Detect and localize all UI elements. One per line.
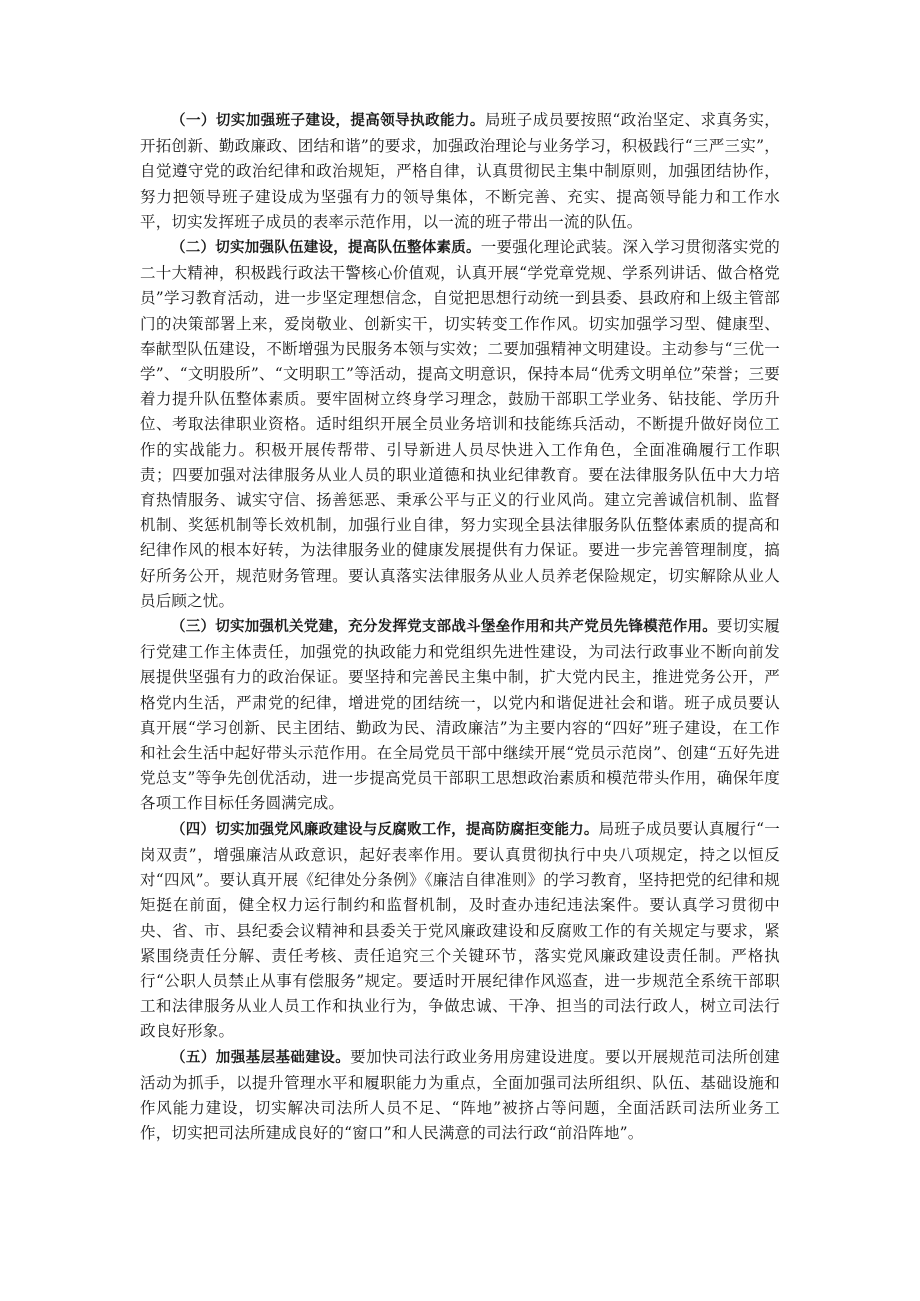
section-3-body: 要切实履行党建工作主体责任，加强党的执政能力和党组织先进性建设，为司法行政事业不断向前发展提供坚强有力的政治保证。要坚持和完善民主集中制，扩大党内民主，推进党务公开，严格党内生活，严肃党的纪律，增进党的团结统一，以党内和谐促进社会和谐。班子成员要认真开展“学习创新、民主团结、勤政为民、清政廉洁”为主要内容的“四好”班子建设，在工作和社会生活中起好带头示范作用。在全局党员干部中继续开展“党员示范岗”、创建“五好先进党总支”等争先创优活动，进一步提高党员干部职工思想政治素质和模范带头作用，确保年度各项工作目标任务圆满完成。 [140,617,780,813]
section-4-body: 局班子成员要认真履行“一岗双责”，增强廉洁从政意识，起好表率作用。要认真贯彻执行中央八项规定，持之以恒反对“四风”。要认真开展《纪律处分条例》《廉洁自律准则》的学习教育，坚持把党的纪律和规矩挺在前面，健全权力运行制约和监督机制，及时查办违纪违法案件。要认真学习贯彻中央、省、市、县纪委会议精神和县委关于党风廉政建设和反腐败工作的有关规定与要求，紧紧围绕责任分解、责任考核、责任追究三个关键环节，落实党风廉政建设责任制。严格执行“公职人员禁止从事有偿服务”规定。要适时开展纪律作风巡查，进一步规范全系统干部职工和法律服务从业人员工作和执业行为，争做忠诚、干净、担当的司法行政人，树立司法行政良好形象。 [140,819,780,1041]
section-2-heading: （二）切实加强队伍建设，提高队伍整体素质。 [171,240,481,257]
section-2-paragraph [140,235,780,614]
section-1-paragraph [140,108,780,235]
section-3-heading: （三）切实加强机关党建，充分发挥党支部战斗堡垒作用和共产党员先锋模范作用。 [171,619,718,636]
section-5-heading: （五）加强基层基础建设。 [171,1049,351,1066]
section-4-heading: （四）切实加强党风廉政建设与反腐败工作，提高防腐拒变能力。 [171,821,599,838]
section-5-body: 要加快司法行政业务用房建设进度。要以开展规范司法所创建活动为抓手，以提升管理水平和履职能力为重点，全面加强司法所组织、队伍、基础设施和作风能力建设，切实解决司法所人员不足、“阵地”被挤占等问题，全面活跃司法所业务工作，切实把司法所建成良好的“窗口”和人民满意的司法行政“前沿阵地”。 [140,1047,781,1143]
section-5-paragraph [140,1045,780,1147]
document-page [140,108,780,1146]
section-1-body: 局班子成员要按照“政治坚定、求真务实，开拓创新、勤政廉政、团结和谐”的要求，加强政治理论与业务学习，积极践行“三严三实”，自觉遵守党的政治纪律和政治规矩，严格自律，认真贯彻民主集中制原则，加强团结协作，努力把领导班子建设成为坚强有力的领导集体，不断完善、充实、提高领导能力和工作水平，切实发挥班子成员的表率示范作用，以一流的班子带出一流的队伍。 [140,111,780,231]
section-4-paragraph [140,817,780,1045]
section-3-paragraph [140,614,780,817]
section-2-body: 一要强化理论武装。深入学习贯彻落实党的二十大精神，积极践行政法干警核心价值观，认真开展“学党章党规、学系列讲话、做合格党员”学习教育活动，进一步坚定理想信念，自觉把思想行动统一到县委、县政府和上级主管部门的决策部署上来，爱岗敬业、创新实干，切实转变工作作风。切实加强学习型、健康型、奉献型队伍建设，不断增强为民服务本领与实效；二要加强精神文明建设。主动参与“三优一学”、“文明股所”、“文明职工”等活动，提高文明意识，保持本局“优秀文明单位”荣誉；三要着力提升队伍整体素质。要牢固树立终身学习理念，鼓励干部职工学业务、钻技能、学历升位、考取法律职业资格。适时组织开展全员业务培训和技能练兵活动，不断提升做好岗位工作的实战能力。积极开展传帮带、引导新进人员尽快进入工作角色，全面准确履行工作职责；四要加强对法律服务从业人员的职业道德和执业纪律教育。要在法律服务队伍中大力培育热情服务、诚实守信、扬善惩恶、秉承公平与正义的行业风尚。建立完善诚信机制、监督机制、奖惩机制等长效机制，加强行业自律，努力实现全县法律服务队伍整体素质的提高和纪律作风的根本好转，为法律服务业的健康发展提供有力保证。要进一步完善管理制度，搞好所务公开，规范财务管理。要认真落实法律服务从业人员养老保险规定，切实解除从业人员后顾之忧。 [140,238,780,610]
section-1-heading: （一）切实加强班子建设，提高领导执政能力。 [171,113,485,129]
